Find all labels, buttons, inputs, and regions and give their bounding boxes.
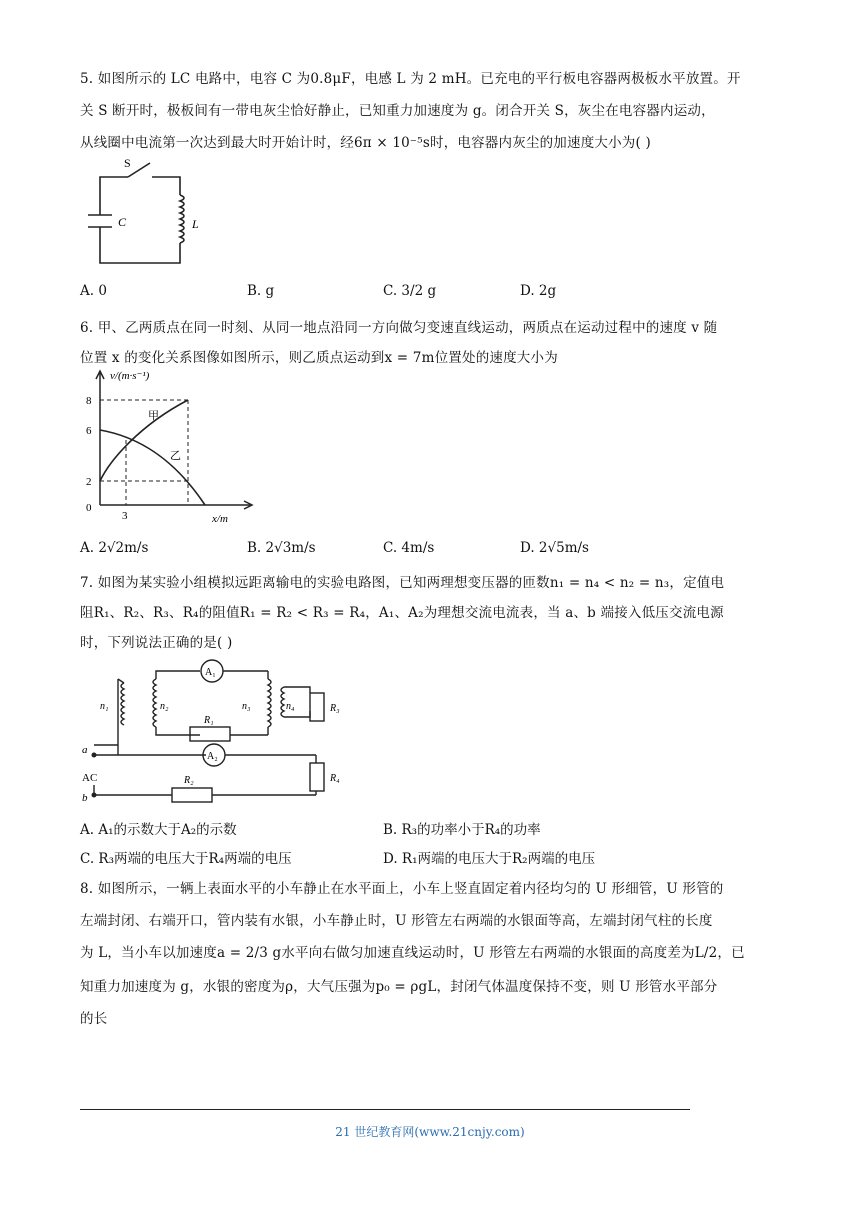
svg-text:n₃: n₃ bbox=[242, 701, 251, 712]
svg-text:R₂: R₂ bbox=[184, 775, 194, 786]
q7-option-c: C. R₃两端的电压大于R₄两端的电压 bbox=[80, 851, 292, 867]
capacitor-label: C bbox=[118, 215, 127, 229]
q8-line-1: 8. 如图所示，一辆上表面水平的小车静止在水平面上，小车上竖直固定着内径均匀的 U 形细管，U 形管的 bbox=[80, 881, 724, 897]
lc-circuit-figure bbox=[80, 155, 210, 275]
q8-line-2: 左端封闭、右端开口，管内装有水银，小车静止时，U 形管左右两端的水银面等高，左端封闭气柱的长度 bbox=[80, 913, 713, 929]
svg-text:A₂: A₂ bbox=[207, 751, 218, 762]
graph-ytick-2: 2 bbox=[86, 476, 92, 488]
velocity-position-graph bbox=[80, 365, 260, 530]
footer-rule bbox=[80, 1109, 690, 1110]
label-yi: 乙 bbox=[170, 450, 181, 462]
q7-option-b: B. R₃的功率小于R₄的功率 bbox=[383, 822, 541, 838]
svg-text:b: b bbox=[82, 792, 88, 804]
svg-text:R₃: R₃ bbox=[330, 703, 340, 714]
svg-text:AC: AC bbox=[82, 772, 98, 784]
svg-text:n₂: n₂ bbox=[160, 701, 169, 712]
graph-xtick-3: 3 bbox=[122, 510, 128, 522]
q6-line-1: 6. 甲、乙两质点在同一时刻、从同一地点沿同一方向做匀变速直线运动，两质点在运动过程中的速度 v 随 bbox=[80, 320, 718, 336]
q5-line-1: 5. 如图所示的 LC 电路中，电容 C 为0.8μF，电感 L 为 2 mH。已充电的平行板电容器两极板水平放置。开 bbox=[80, 71, 741, 87]
graph-y-label: v/(m·s⁻¹) bbox=[110, 370, 150, 382]
inductor-label: L bbox=[192, 217, 199, 231]
q6-option-c: C. 4m/s bbox=[383, 540, 435, 556]
q6-line-2: 位置 x 的变化关系图像如图所示，则乙质点运动到x = 7m位置处的速度大小为 bbox=[80, 350, 558, 366]
q5-line-2: 关 S 断开时，极板间有一带电灰尘恰好静止，已知重力加速度为 g。闭合开关 S，灰尘在电容器内运动， bbox=[80, 103, 715, 119]
svg-text:n₁: n₁ bbox=[100, 701, 109, 712]
q5-option-d: D. 2g bbox=[520, 283, 557, 299]
curve-yi bbox=[100, 430, 205, 505]
q5-option-a: A. 0 bbox=[80, 283, 107, 299]
q5-option-b: B. g bbox=[247, 283, 275, 299]
svg-text:R₄: R₄ bbox=[330, 773, 340, 784]
graph-x-label: x/m bbox=[212, 513, 228, 525]
q7-option-d: D. R₁两端的电压大于R₂两端的电压 bbox=[383, 851, 596, 867]
footer-link[interactable]: 21 世纪教育网(www.21cnjy.com) bbox=[335, 1125, 525, 1139]
q5-option-c: C. 3/2 g bbox=[383, 283, 437, 299]
svg-text:n₄: n₄ bbox=[286, 701, 295, 712]
q8-line-4: 知重力加速度为 g，水银的密度为ρ，大气压强为p₀ = ρgL，封闭气体温度保持不变，则 U 形管水平部分 bbox=[80, 979, 718, 995]
q8-line-5: 的长 bbox=[80, 1011, 108, 1027]
q7-line-3: 时，下列说法正确的是( ) bbox=[80, 635, 233, 651]
graph-ytick-8: 8 bbox=[86, 395, 92, 407]
svg-text:R₁: R₁ bbox=[204, 715, 214, 726]
transmission-circuit-figure bbox=[80, 655, 350, 805]
svg-text:A₁: A₁ bbox=[205, 667, 216, 678]
graph-origin: 0 bbox=[86, 502, 92, 514]
svg-text:a: a bbox=[82, 744, 88, 756]
label-jia: 甲 bbox=[148, 410, 159, 422]
q6-option-b: B. 2√3m/s bbox=[247, 540, 316, 556]
q7-option-a: A. A₁的示数大于A₂的示数 bbox=[80, 822, 237, 838]
graph-ytick-6: 6 bbox=[86, 425, 92, 437]
q7-line-1: 7. 如图为某实验小组模拟远距离输电的实验电路图，已知两理想变压器的匝数n₁ = n₄ < n₂ = n₃，定值电 bbox=[80, 575, 725, 591]
switch-label: S bbox=[124, 156, 131, 170]
q7-line-2: 阻R₁、R₂、R₃、R₄的阻值R₁ = R₂ < R₃ = R₄，A₁、A₂为理想交流电流表，当 a、b 端接入低压交流电源 bbox=[80, 605, 724, 621]
q5-line-3: 从线圈中电流第一次达到最大时开始计时，经6π × 10⁻⁵s时，电容器内灰尘的加速度大小为( ) bbox=[80, 135, 651, 151]
q8-line-3: 为 L，当小车以加速度a = 2/3 g水平向右做匀加速直线运动时，U 形管左右两端的水银面的高度差为L/2，已 bbox=[80, 945, 745, 961]
q6-option-a: A. 2√2m/s bbox=[80, 540, 149, 556]
q6-option-d: D. 2√5m/s bbox=[520, 540, 589, 556]
